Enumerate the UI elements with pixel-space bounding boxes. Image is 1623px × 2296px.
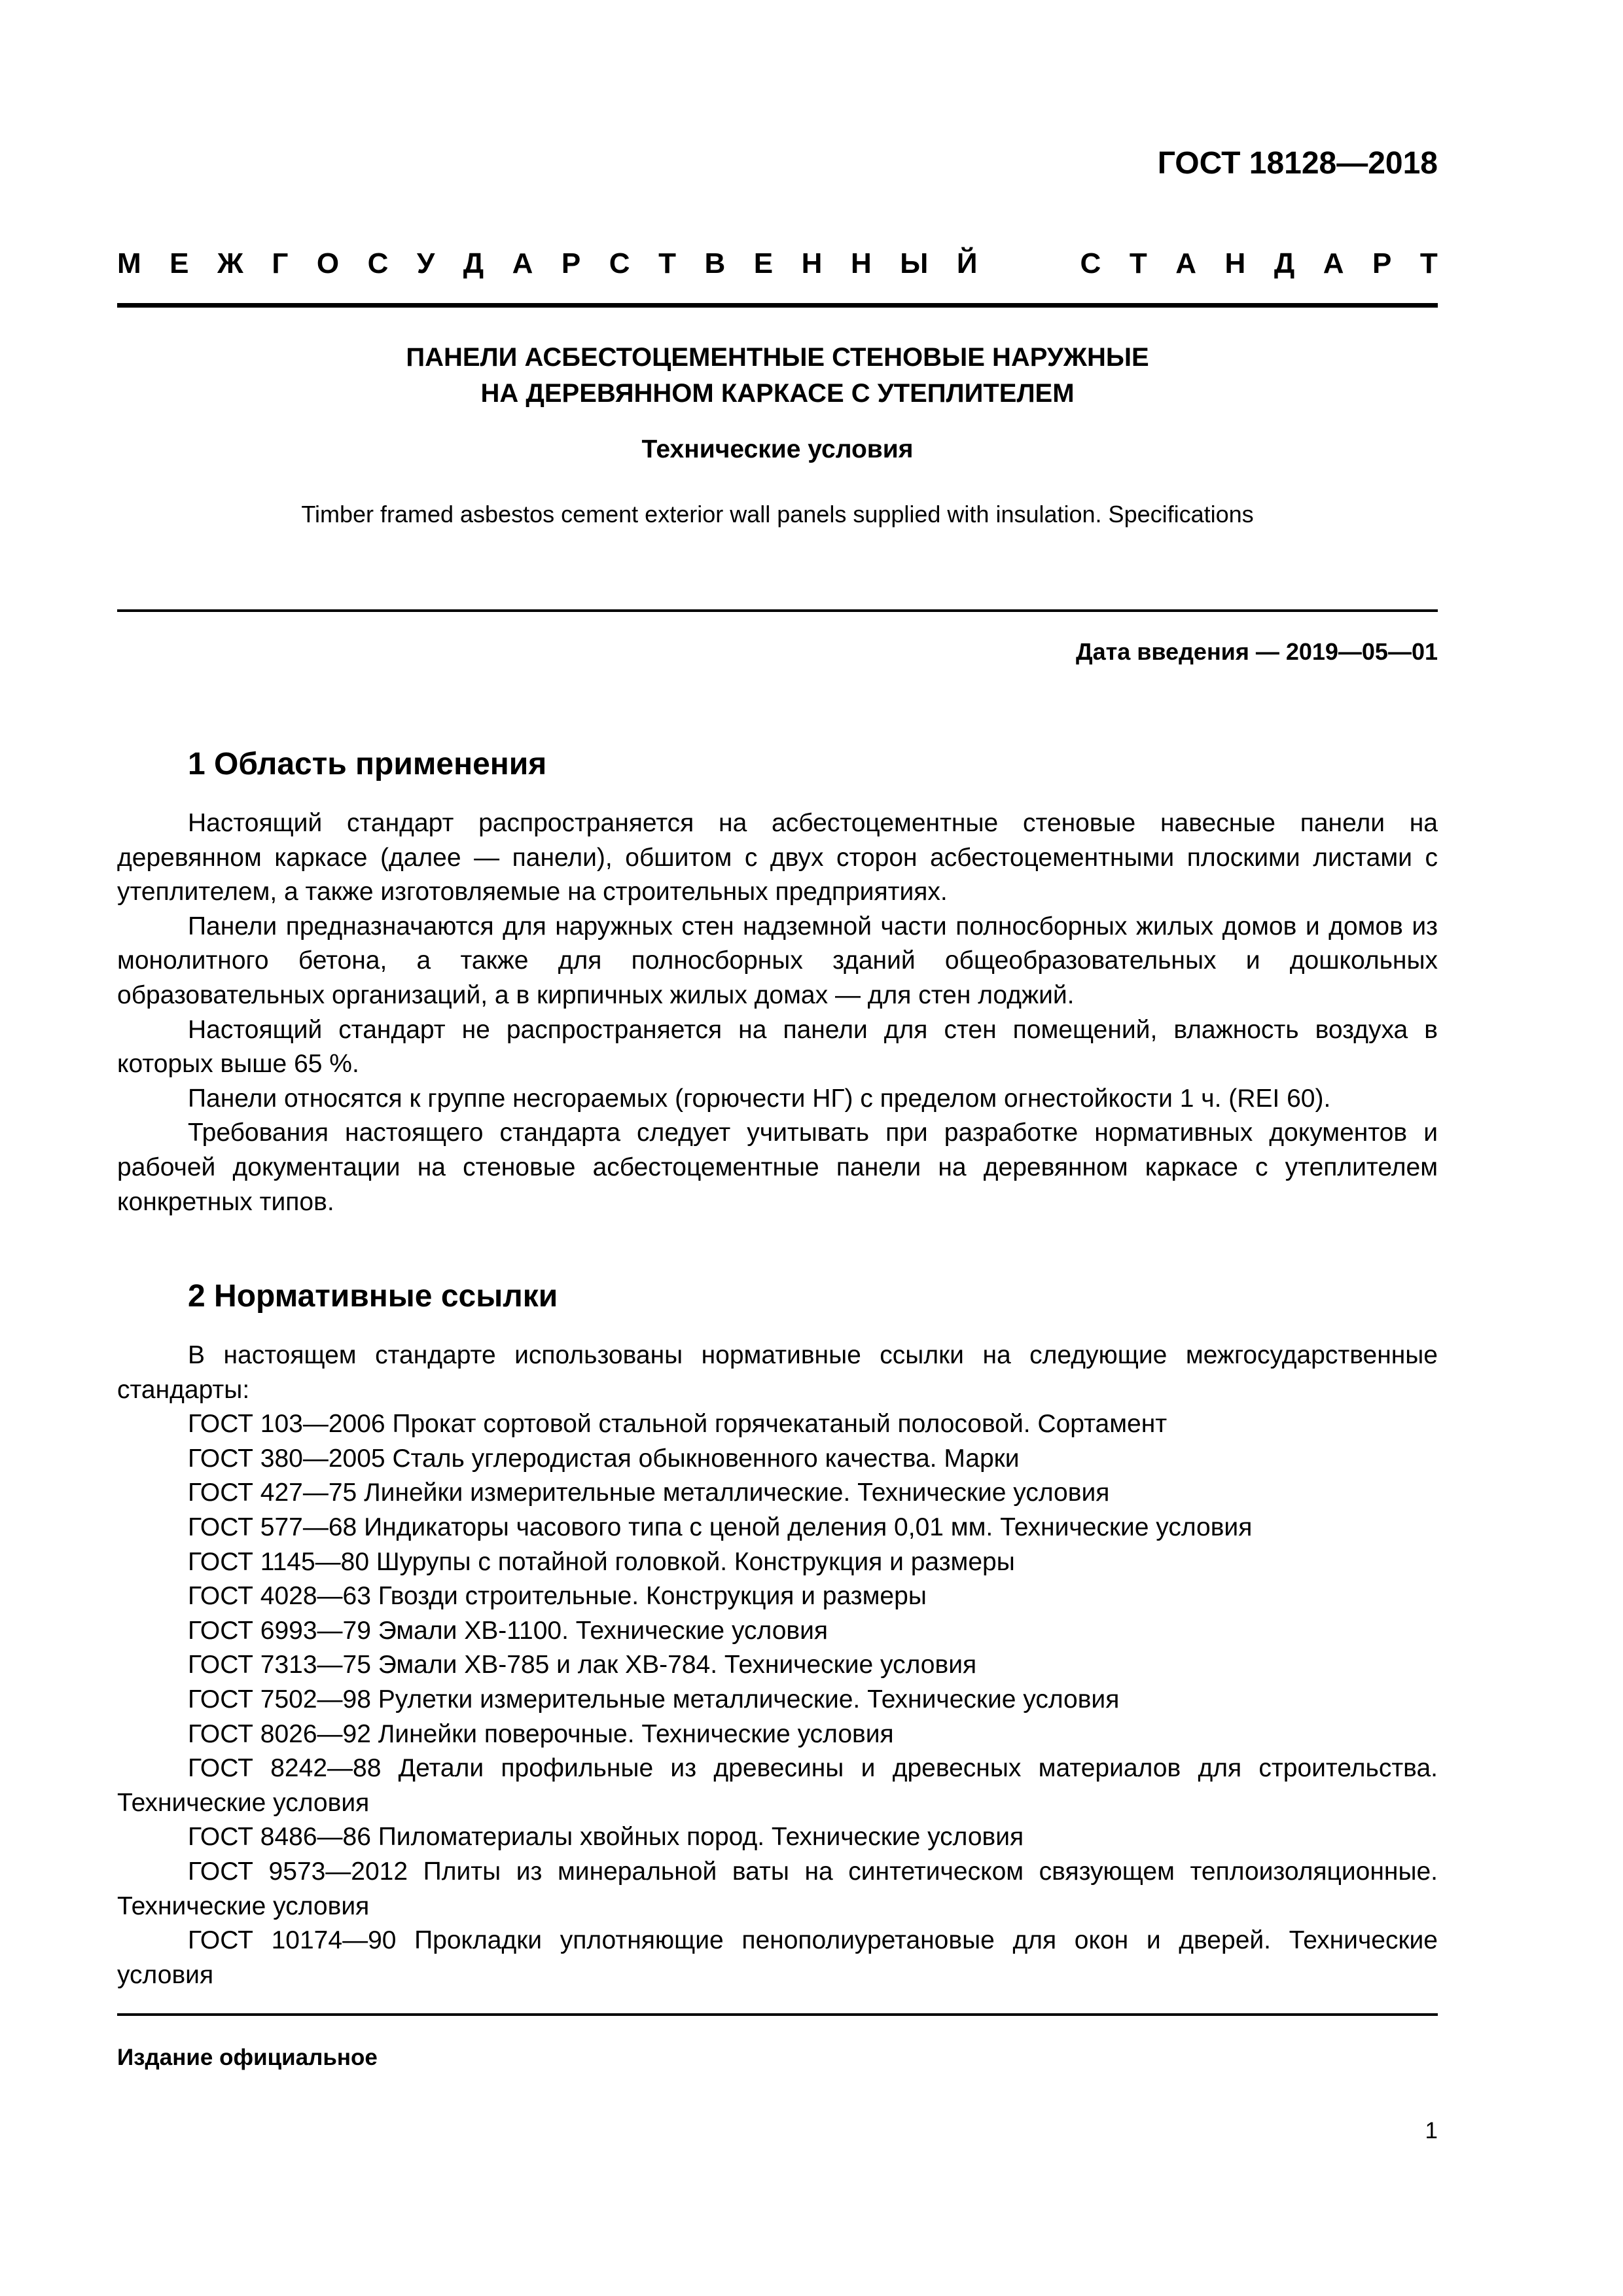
banner-letter: Й [956, 247, 978, 279]
official-edition-label: Издание официальное [117, 2045, 378, 2070]
section-heading-references: 2 Нормативные ссылки [188, 1279, 558, 1314]
paragraph: Настоящий стандарт не распространяется на панели для стен помещений, влажность воздуха в которых выше 65 %. [117, 1015, 1438, 1079]
reference-item: ГОСТ 10174—90 Прокладки уплотняющие пенополиуретановые для окон и дверей. Технические условия [117, 1926, 1438, 1989]
document-title [117, 340, 1438, 412]
banner-letter: Т [1419, 247, 1438, 279]
banner-letter: Д [463, 247, 484, 279]
reference-item: ГОСТ 9573—2012 Плиты из минеральной ваты на синтетическом связующем теплоизоляционные. Технические условия [117, 1857, 1438, 1920]
banner-letter: О [316, 247, 340, 279]
banner-letter: А [512, 247, 533, 279]
header-divider [117, 303, 1438, 308]
banner-letter: Т [658, 247, 676, 279]
reference-item: ГОСТ 103—2006 Прокат сортовой стальной горячекатаный полосовой. Сортамент [188, 1410, 1168, 1439]
reference-item: ГОСТ 7502—98 Рулетки измерительные металлические. Технические условия [188, 1685, 1120, 1713]
reference-item: ГОСТ 1145—80 Шурупы с потайной головкой. Конструкция и размеры [188, 1547, 1015, 1576]
banner-letter: Ы [900, 247, 929, 279]
english-title: Timber framed asbestos cement exterior wall panels supplied with insulation. Specifications [301, 501, 1254, 528]
section-heading-scope: 1 Область применения [188, 747, 547, 781]
banner-letter: С [1080, 247, 1101, 279]
banner-letter: Р [1372, 247, 1392, 279]
reference-item: ГОСТ 380—2005 Сталь углеродистая обыкновенного качества. Марки [188, 1444, 1020, 1473]
reference-item: ГОСТ 8242—88 Детали профильные из древесины и древесных материалов для строительства. Технические условия [117, 1754, 1438, 1817]
banner-letter: Е [169, 247, 189, 279]
reference-item: ГОСТ 4028—63 Гвозди строительные. Конструкция и размеры [188, 1582, 927, 1611]
title-line: ПАНЕЛИ АСБЕСТОЦЕМЕНТНЫЕ СТЕНОВЫЕ НАРУЖНЫЕ [406, 343, 1149, 372]
paragraph: Требования настоящего стандарта следует учитывать при разработке нормативных документов и рабочей документации на стеновые асбестоцементные панели на деревянном каркасе с утеплителем конкретных типов. [117, 1119, 1438, 1216]
banner-letter: А [1175, 247, 1196, 279]
footer-divider [117, 2013, 1438, 2016]
banner-letter: С [609, 247, 630, 279]
reference-item: ГОСТ 8486—86 Пиломатериалы хвойных пород. Технические условия [188, 1823, 1024, 1852]
banner-letter: А [1323, 247, 1344, 279]
banner-letter: Н [850, 247, 872, 279]
banner-word-gap [1006, 247, 1052, 280]
page-number: 1 [1425, 2118, 1438, 2144]
reference-item: ГОСТ 427—75 Линейки измерительные металлические. Технические условия [188, 1479, 1110, 1507]
introduction-date: Дата введения — 2019—05—01 [1075, 638, 1438, 665]
section-body-references [117, 1338, 1438, 1992]
banner-letter: Е [753, 247, 774, 279]
title-divider [117, 609, 1438, 612]
banner-letter: Г [272, 247, 289, 279]
banner-letter: С [367, 247, 389, 279]
paragraph: Панели предназначаются для наружных стен надземной части полносборных жилых домов и домов из монолитного бетона, а также для полносборных зданий общеобразовательных и дошкольных образовательных организаций, а в кирпичных жилых домах — для стен лоджий. [117, 912, 1438, 1009]
paragraph: Настоящий стандарт распространяется на асбестоцементные стеновые навесные панели на деревянном каркасе (далее — панели), обшитом с двух сторон асбестоцементными плоскими листами с утеплителем, а также изготовляемые на строительных предприятиях. [117, 809, 1438, 906]
reference-item: ГОСТ 6993—79 Эмали ХВ-1100. Технические условия [188, 1616, 829, 1645]
paragraph: В настоящем стандарте использованы нормативные ссылки на следующие межгосударственные стандарты: [117, 1341, 1438, 1404]
banner-letter: М [117, 247, 141, 279]
banner-letter: Д [1274, 247, 1295, 279]
reference-item: ГОСТ 7313—75 Эмали ХВ-785 и лак ХВ-784. Технические условия [188, 1651, 977, 1679]
banner-letter: Т [1129, 247, 1147, 279]
reference-item: ГОСТ 577—68 Индикаторы часового типа с ценой деления 0,01 мм. Технические условия [188, 1513, 1253, 1541]
document-page [117, 0, 1438, 2296]
section-body-scope [117, 806, 1438, 1219]
banner-letter: Н [801, 247, 823, 279]
banner-letter: У [416, 247, 435, 279]
document-code: ГОСТ 18128—2018 [1157, 146, 1438, 181]
reference-item: ГОСТ 8026—92 Линейки поверочные. Технические условия [188, 1719, 894, 1748]
interstate-standard-banner [117, 247, 1438, 280]
banner-letter: Ж [217, 247, 243, 279]
banner-letter: В [704, 247, 726, 279]
document-subtitle: Технические условия [641, 435, 914, 463]
banner-letter: Р [561, 247, 581, 279]
paragraph: Панели относятся к группе несгораемых (горючести НГ) с пределом огнестойкости 1 ч. (REI 60). [188, 1084, 1331, 1113]
banner-letter: Н [1224, 247, 1246, 279]
title-line: НА ДЕРЕВЯННОМ КАРКАСЕ С УТЕПЛИТЕЛЕМ [480, 379, 1075, 408]
